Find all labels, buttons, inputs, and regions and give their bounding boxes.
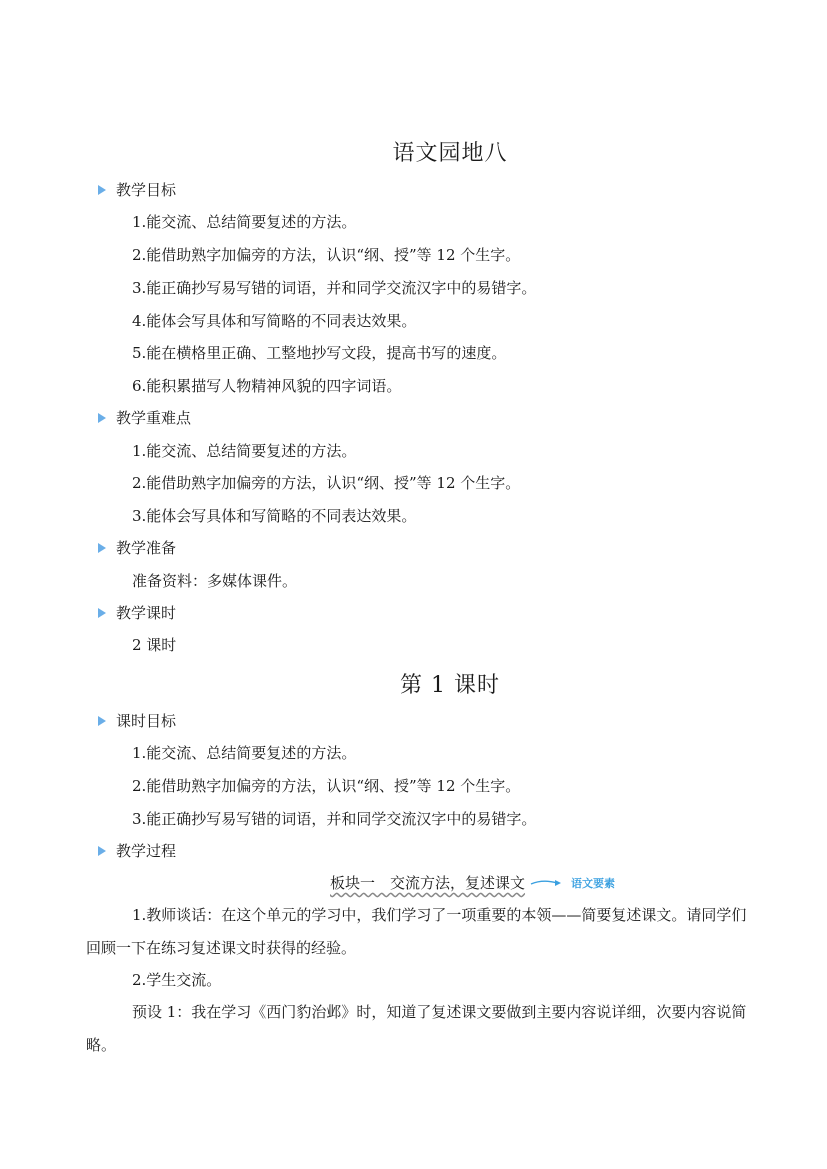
list-item: 5.能在横格里正确、工整地抄写文段，提高书写的速度。 <box>132 344 507 362</box>
paragraph: 2.学生交流。 <box>132 971 222 989</box>
list-item: 2 课时 <box>132 636 177 654</box>
paragraph: 1.教师谈话：在这个单元的学习中，我们学习了一项重要的本领——简要复述课文。请同学们回顾一下在练习复述课文时获得的经验。 <box>86 906 747 957</box>
list-item: 1.能交流、总结简要复述的方法。 <box>132 442 357 460</box>
triangle-marker-icon <box>98 413 106 423</box>
triangle-marker-icon <box>98 608 106 618</box>
triangle-marker-icon <box>98 543 106 553</box>
lesson-title: 第 1 课时 <box>400 673 500 698</box>
list-item: 4.能体会写具体和写简略的不同表达效果。 <box>132 312 417 330</box>
list-item: 6.能积累描写人物精神风貌的四字词语。 <box>132 377 402 395</box>
arrow-icon <box>529 877 567 889</box>
triangle-marker-icon <box>98 185 106 195</box>
section-heading: 教学目标 <box>116 181 177 199</box>
section-teaching-goals <box>98 179 176 200</box>
section-heading: 教学课时 <box>116 604 177 622</box>
list-item: 2.能借助熟字加偏旁的方法，认识“纲、授”等 12 个生字。 <box>132 777 521 795</box>
section-heading: 教学重难点 <box>116 409 192 427</box>
section-preparation <box>98 537 176 558</box>
section-teaching-process <box>98 840 176 861</box>
list-item: 1.能交流、总结简要复述的方法。 <box>132 744 357 762</box>
section-heading: 课时目标 <box>116 712 177 730</box>
triangle-marker-icon <box>98 716 106 726</box>
paragraph: 预设 1：我在学习《西门豹治邺》时，知道了复述课文要做到主要内容说详细，次要内容说简略。 <box>86 1003 747 1054</box>
block-tag: 语文要素 <box>571 876 616 890</box>
triangle-marker-icon <box>98 846 106 856</box>
block-title <box>330 872 615 893</box>
section-heading: 教学准备 <box>116 539 177 557</box>
page-title: 语文园地八 <box>392 141 508 166</box>
list-item: 3.能体会写具体和写简略的不同表达效果。 <box>132 507 417 525</box>
list-item: 2.能借助熟字加偏旁的方法，认识“纲、授”等 12 个生字。 <box>132 246 521 264</box>
list-item: 2.能借助熟字加偏旁的方法，认识“纲、授”等 12 个生字。 <box>132 474 521 492</box>
list-item: 3.能正确抄写易写错的词语，并和同学交流汉字中的易错字。 <box>132 279 537 297</box>
section-lesson-goals <box>98 710 176 731</box>
section-heading: 教学过程 <box>116 842 177 860</box>
list-item: 1.能交流、总结简要复述的方法。 <box>132 213 357 231</box>
list-item: 准备资料：多媒体课件。 <box>132 572 298 590</box>
section-class-hours <box>98 602 176 623</box>
section-key-points <box>98 407 191 428</box>
block-title-text: 板块一 交流方法，复述课文 <box>330 874 526 892</box>
list-item: 3.能正确抄写易写错的词语，并和同学交流汉字中的易错字。 <box>132 810 537 828</box>
